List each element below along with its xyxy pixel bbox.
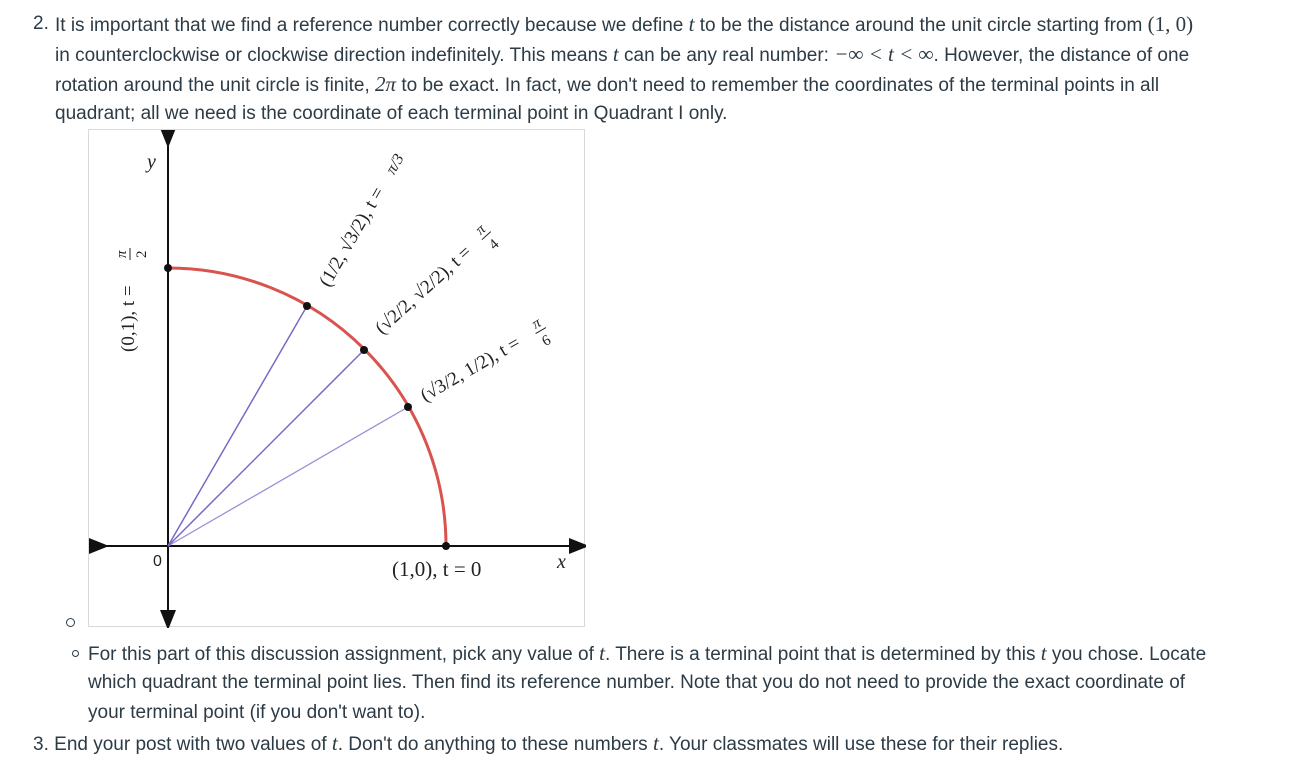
ray-pi-4	[168, 350, 364, 546]
sub-bullet	[72, 650, 79, 657]
label-t0: (1,0), t = 0	[392, 557, 482, 581]
svg-text:π: π	[114, 250, 130, 258]
svg-text:(√3/2, 1/2), t =: (√3/2, 1/2), t =	[417, 332, 524, 407]
svg-text:(1/2, √3/2), t =: (1/2, √3/2), t =	[315, 183, 390, 291]
paragraph-line: quadrant; all we need is the coordinate of each terminal point in Quadrant I only.	[55, 103, 728, 124]
point-pi-3	[303, 302, 311, 310]
ray-pi-3	[168, 306, 307, 546]
ray-pi-6	[168, 407, 408, 546]
list-number: 2.	[33, 13, 49, 34]
x-axis-label: x	[557, 551, 566, 573]
point-pi-4	[360, 346, 368, 354]
svg-text:π: π	[472, 221, 489, 239]
svg-text:(0,1), t =: (0,1), t =	[118, 285, 139, 352]
point-pi-6	[404, 403, 412, 411]
svg-text:2: 2	[134, 250, 150, 258]
svg-text:4: 4	[486, 236, 503, 254]
svg-text:π/3: π/3	[382, 151, 408, 178]
point-pi-2	[164, 264, 172, 272]
empty-bullet	[66, 618, 75, 627]
paragraph	[55, 9, 1295, 129]
unit-circle-figure	[88, 129, 585, 627]
list-number: 3.	[33, 734, 49, 755]
svg-text:(√2/2, √2/2), t =: (√2/2, √2/2), t =	[371, 241, 476, 339]
paragraph-line: rotation around the unit circle is finite, 2π to be exact. In fact, we don't need to remember the coordinates of the terminal points in all	[55, 72, 1160, 96]
list-item-3: 3. End your post with two values of t. Don't do anything to these numbers t. Your classmates will use these for their replies.	[33, 731, 1064, 755]
label-pi-4	[369, 220, 505, 347]
label-pi-3	[315, 150, 408, 291]
unit-circle-svg	[89, 130, 586, 628]
paragraph-line: in counterclockwise or clockwise direction indefinitely. This means t can be any real number: −∞ < t < ∞. However, the distance of one	[55, 42, 1190, 66]
origin-label: 0	[153, 553, 162, 570]
label-pi-6	[415, 314, 556, 416]
svg-text:π: π	[529, 314, 544, 333]
y-axis-label: y	[147, 151, 156, 173]
point-t0	[442, 542, 450, 550]
sub-item-text: For this part of this discussion assignment, pick any value of t. There is a terminal point that is determined by this t you chose. Locate which quadrant the terminal point lies. Then find its reference number. Note that you do not need to provide the exact coordinate of your terminal point (if you don't want to).	[88, 641, 1207, 723]
label-pi-2	[114, 248, 150, 352]
paragraph-line: It is important that we find a reference number correctly because we define t to be the distance around the unit circle starting from (1, 0)	[55, 12, 1194, 36]
svg-text:6: 6	[539, 332, 554, 350]
